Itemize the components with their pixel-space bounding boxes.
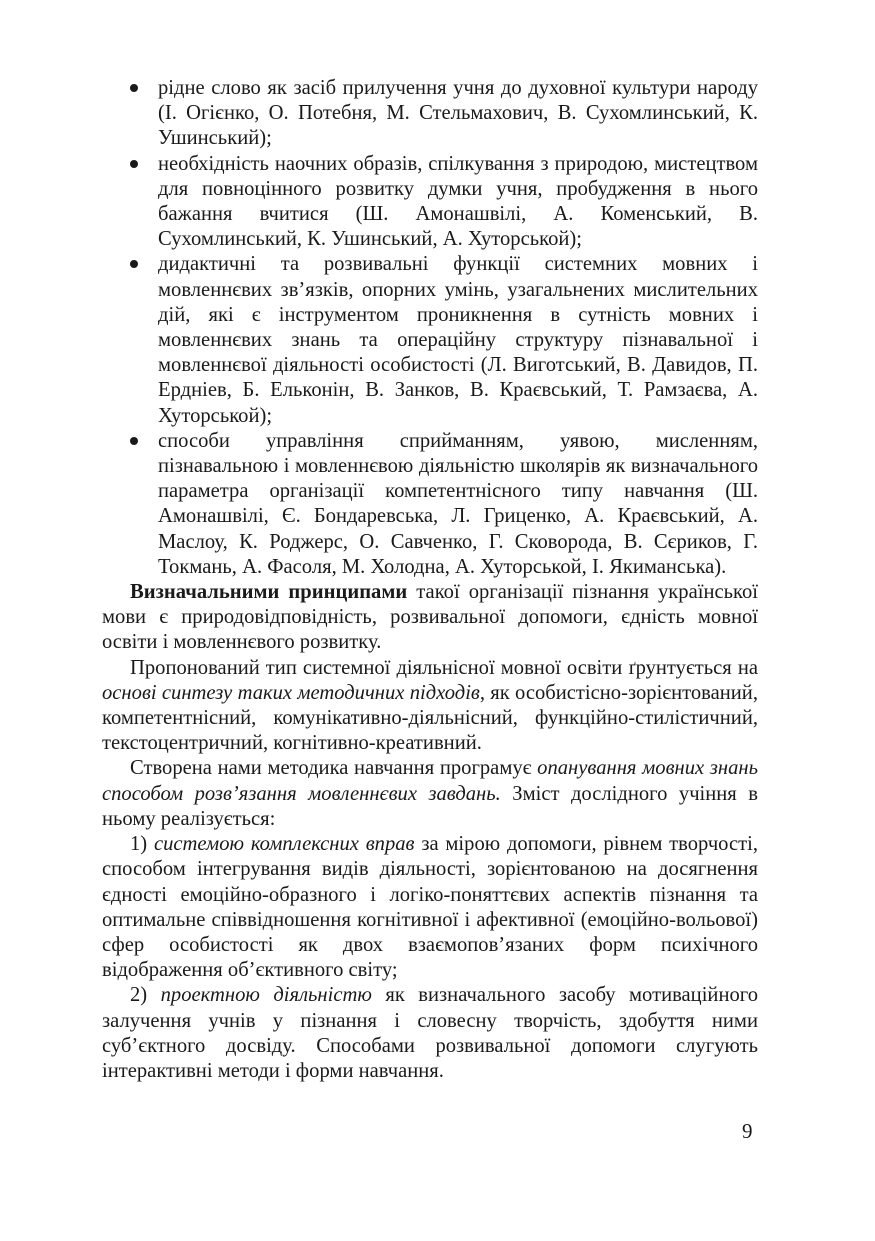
list-item-text: дидактичні та розвивальні функції системних мовних і мовленнєвих зв’язків, опорних умінь, узагальнених мислительних дій, які є інструментом проникнення в сутність мовних і мовленнєвих знань та операційну структуру пізнавальної і мовленнєвої діяльності особистості (Л. Виготський, В. Давидов, П. Ердніев, Б. Ельконін, В. Занков, В. Краєвський, Т. Рамзаєва, А. Хуторськой);	[158, 253, 758, 427]
bullet-icon	[130, 160, 138, 168]
paragraph-method	[102, 756, 758, 832]
paragraph-text: як визначального засобу мотиваційного залучення учнів у пізнання і словесну творчість, здобуття ними суб’єктного досвіду. Способами розвивальної допомоги слугують інтерактивні методи і форми навчання.	[102, 984, 758, 1082]
list-item	[102, 252, 758, 428]
italic-term: системою комплексних вправ	[153, 833, 415, 856]
paragraph-text: такої організації пізнання української мови є природовідповідність, розвивальної допомоги, єдність мовної освіти і мовленнєвого розвитку.	[102, 581, 758, 654]
list-item-text: способи управління сприйманням, уявою, мисленням, пізнавальною і мовленнєвою діяльністю школярів як визначального параметра організації компетентнісного типу навчання (Ш. Амонашвілі, Є. Бондаревська, Л. Гриценко, А. Краєвський, А. Маслоу, К. Роджерс, О. Савченко, Г. Сковорода, В. Сєриков, Г. Токмань, А. Фасоля, М. Холодна, А. Хуторськой, І. Якиманська).	[158, 429, 758, 578]
bullet-icon	[130, 437, 138, 445]
bullet-icon	[130, 84, 138, 92]
list-item-text: рідне слово як засіб прилучення учня до духовної культури народу (І. Огієнко, О. Потебня, М. Стельмахович, В. Сухомлинський, К. Ушинський);	[158, 77, 758, 150]
italic-term: опанування мовних знань способом розв’язання мовленнєвих завдань.	[102, 757, 758, 805]
paragraph-item-2	[102, 983, 758, 1084]
bullet-icon	[130, 260, 138, 268]
paragraph-principles	[102, 580, 758, 656]
list-item	[102, 429, 758, 580]
italic-term: проектною діяльністю	[160, 984, 372, 1007]
paragraph-text: Створена нами методика навчання програмує	[130, 757, 538, 780]
paragraph-item-1	[102, 832, 758, 983]
body-text	[102, 76, 758, 1084]
paragraph-text: Пропонований тип системної діяльнісної мовної освіти ґрунтується на	[130, 656, 758, 679]
paragraph-text: , як особистісно-зорієнтований, компетентнісний, комунікативно-діяльнісний, функційно-стилістичний, текстоцентричний, когнітивно-креативний.	[102, 681, 758, 755]
paragraph-text: Зміст дослідного учіння в ньому реалізується:	[102, 782, 758, 830]
page-number: 9	[742, 1119, 753, 1143]
paragraph-approaches	[102, 656, 758, 757]
bullet-list	[102, 76, 758, 580]
bold-term: Визначальними принципами	[130, 581, 408, 604]
item-number: 2)	[130, 984, 161, 1007]
list-item	[102, 76, 758, 152]
item-number: 1)	[130, 833, 154, 856]
list-item	[102, 152, 758, 253]
list-item-text: необхідність наочних образів, спілкування з природою, мистецтвом для повноцінного розвитку думки учня, пробудження в нього бажання вчитися (Ш. Амонашвілі, А. Коменський, В. Сухомлинський, К. Ушинський, А. Хуторськой);	[158, 152, 758, 251]
italic-term: основі синтезу таких методичних підходів	[102, 681, 480, 704]
paragraph-text: за мірою допомоги, рівнем творчості, способом інтегрування видів діяльності, зорієнтованою на досягнення єдності емоційно-образного і логіко-поняттєвих аспектів пізнання та оптимальне співвідношення когнітивної і афективної (емоційно-вольової) сфер особистості як двох взаємопов’язаних форм психічного відображення об’єктивного світу;	[102, 833, 759, 982]
